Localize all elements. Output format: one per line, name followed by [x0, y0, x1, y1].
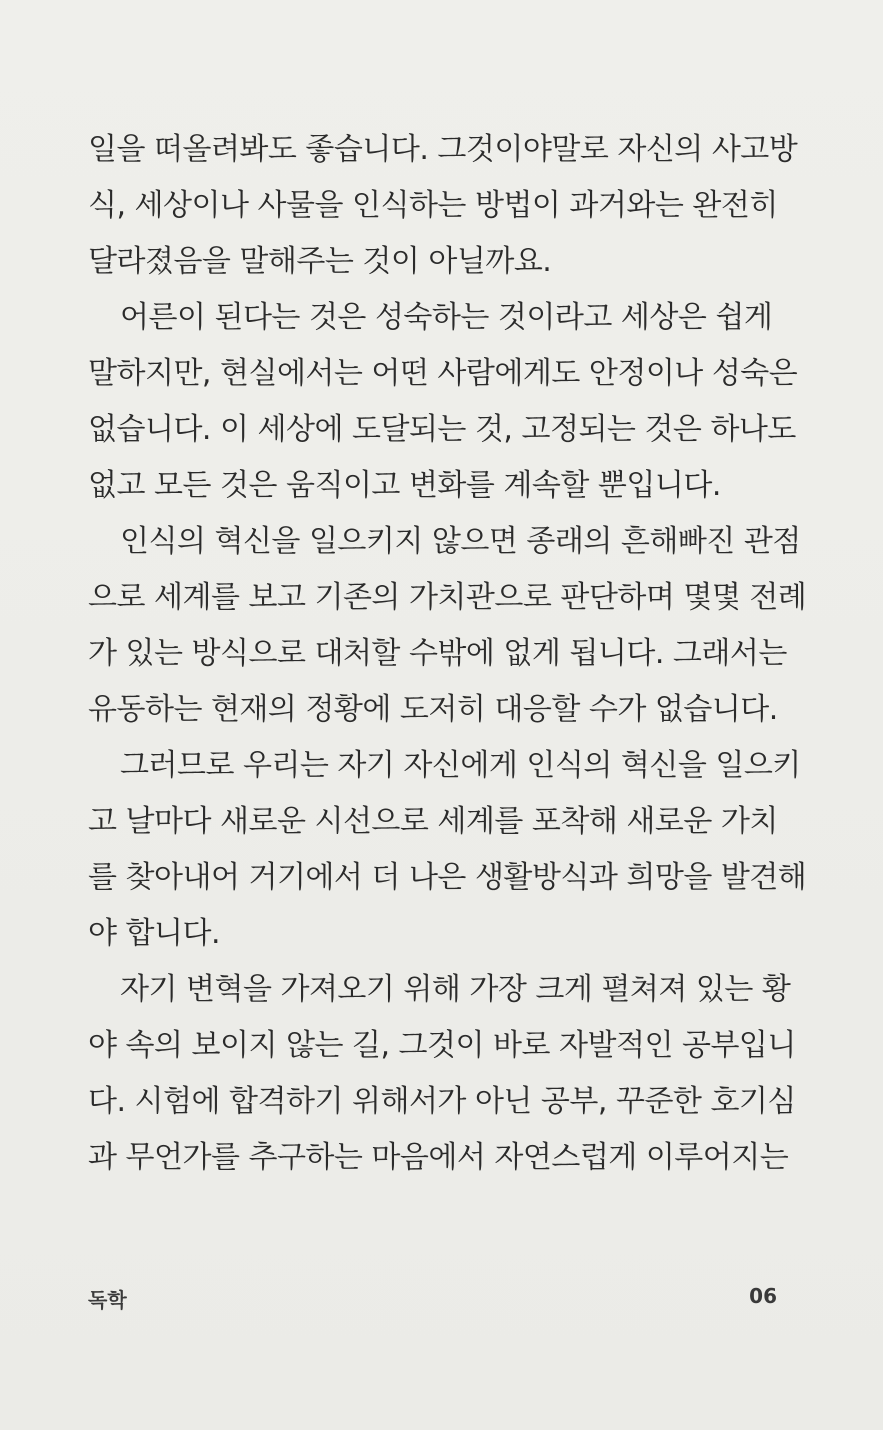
- body-line: 식, 세상이나 사물을 인식하는 방법이 과거와는 완전히: [88, 188, 778, 223]
- body-line: 없습니다. 이 세상에 도달되는 것, 고정되는 것은 하나도: [88, 412, 796, 447]
- body-line: 어른이 된다는 것은 성숙하는 것이라고 세상은 쉽게: [120, 300, 773, 335]
- body-line: 인식의 혁신을 일으키지 않으면 종래의 흔해빠진 관점: [120, 524, 801, 559]
- body-line: 야 합니다.: [88, 916, 220, 951]
- body-line: 으로 세계를 보고 기존의 가치관으로 판단하며 몇몇 전례: [88, 580, 807, 615]
- body-line: 과 무언가를 추구하는 마음에서 자연스럽게 이루어지는: [88, 1140, 789, 1175]
- body-line: 야 속의 보이지 않는 길, 그것이 바로 자발적인 공부입니: [88, 1028, 796, 1063]
- body-line: 일을 떠올려봐도 좋습니다. 그것이야말로 자신의 사고방: [88, 132, 798, 167]
- body-line: 없고 모든 것은 움직이고 변화를 계속할 뿐입니다.: [88, 468, 721, 503]
- body-line: 자기 변혁을 가져오기 위해 가장 크게 펼쳐져 있는 황: [120, 972, 791, 1007]
- body-line: 를 찾아내어 거기에서 더 나은 생활방식과 희망을 발견해: [88, 860, 807, 895]
- running-title: 독학: [88, 1288, 127, 1312]
- body-line: 가 있는 방식으로 대처할 수밖에 없게 됩니다. 그래서는: [88, 636, 787, 671]
- body-line: 다. 시험에 합격하기 위해서가 아닌 공부, 꾸준한 호기심: [88, 1084, 796, 1119]
- page-number: 06: [749, 1284, 777, 1308]
- body-line: 말하지만, 현실에서는 어떤 사람에게도 안정이나 성숙은: [88, 356, 798, 391]
- body-line: 달라졌음을 말해주는 것이 아닐까요.: [88, 244, 552, 279]
- body-line: 유동하는 현재의 정황에 도저히 대응할 수가 없습니다.: [88, 692, 778, 727]
- body-line: 고 날마다 새로운 시선으로 세계를 포착해 새로운 가치: [88, 804, 778, 839]
- body-line: 그러므로 우리는 자기 자신에게 인식의 혁신을 일으키: [120, 748, 801, 783]
